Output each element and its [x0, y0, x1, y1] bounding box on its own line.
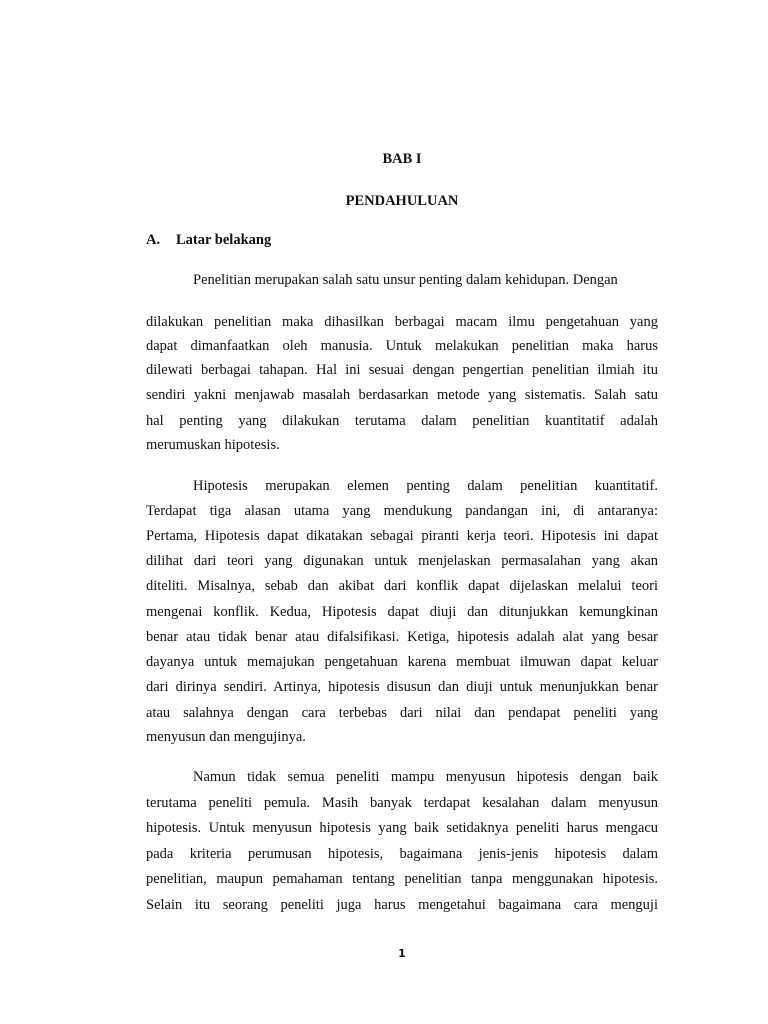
paragraph-line: diteliti. Misalnya, sebab dan akibat dari konflik dapat dijelaskan melalui teori [146, 578, 658, 594]
chapter-title: PENDAHULUAN [345, 193, 459, 209]
paragraph-line: hipotesis. Untuk menyusun hipotesis yang baik setidaknya peneliti harus mengacu [146, 820, 658, 836]
paragraph-line: Pertama, Hipotesis dapat dikatakan sebagai piranti kerja teori. Hipotesis ini dapat [146, 528, 658, 544]
paragraph-line: Penelitian merupakan salah satu unsur penting dalam kehidupan. Dengan [193, 272, 618, 288]
chapter-number: BAB I [382, 151, 422, 167]
paragraph-line: dilewati berbagai tahapan. Hal ini sesuai dengan pengertian penelitian ilmiah itu [146, 362, 658, 378]
paragraph-line: merumuskan hipotesis. [146, 437, 280, 453]
paragraph-line: sendiri yakni menjawab masalah berdasarkan metode yang sistematis. Salah satu [146, 387, 658, 403]
paragraph-line: dilihat dari teori yang digunakan untuk menjelaskan permasalahan yang akan [146, 553, 658, 569]
paragraph-line: menyusun dan mengujinya. [146, 729, 306, 745]
paragraph-line: Namun tidak semua peneliti mampu menyusun hipotesis dengan baik [193, 769, 658, 785]
paragraph-line: terutama peneliti pemula. Masih banyak terdapat kesalahan dalam menyusun [146, 795, 658, 811]
paragraph-line: atau salahnya dengan cara terbebas dari nilai dan pendapat peneliti yang [146, 705, 658, 721]
section-letter: A. [146, 232, 161, 248]
page-number: 1 [398, 947, 406, 960]
section-title: Latar belakang [176, 232, 272, 248]
paragraph-line: Selain itu seorang peneliti juga harus mengetahui bagaimana cara menguji [146, 897, 658, 913]
paragraph-line: dapat dimanfaatkan oleh manusia. Untuk melakukan penelitian maka harus [146, 338, 658, 354]
paragraph-line: pada kriteria perumusan hipotesis, bagaimana jenis-jenis hipotesis dalam [146, 846, 658, 862]
paragraph-line: Terdapat tiga alasan utama yang mendukung pandangan ini, di antaranya: [146, 503, 658, 519]
paragraph-line: Hipotesis merupakan elemen penting dalam penelitian kuantitatif. [193, 478, 658, 494]
paragraph-line: dari dirinya sendiri. Artinya, hipotesis disusun dan diuji untuk menunjukkan benar [146, 679, 658, 695]
section-heading [146, 232, 271, 249]
paragraph-line: dayanya untuk memajukan pengetahuan karena membuat ilmuwan dapat keluar [146, 654, 658, 670]
paragraph-line: mengenai konflik. Kedua, Hipotesis dapat diuji dan ditunjukkan kemungkinan [146, 604, 658, 620]
paragraph-line: dilakukan penelitian maka dihasilkan berbagai macam ilmu pengetahuan yang [146, 314, 658, 330]
paragraph-line: penelitian, maupun pemahaman tentang penelitian tanpa menggunakan hipotesis. [146, 871, 658, 887]
paragraph-line: benar atau tidak benar atau difalsifikasi. Ketiga, hipotesis adalah alat yang besar [146, 629, 658, 645]
paragraph-line: hal penting yang dilakukan terutama dalam penelitian kuantitatif adalah [146, 413, 658, 429]
